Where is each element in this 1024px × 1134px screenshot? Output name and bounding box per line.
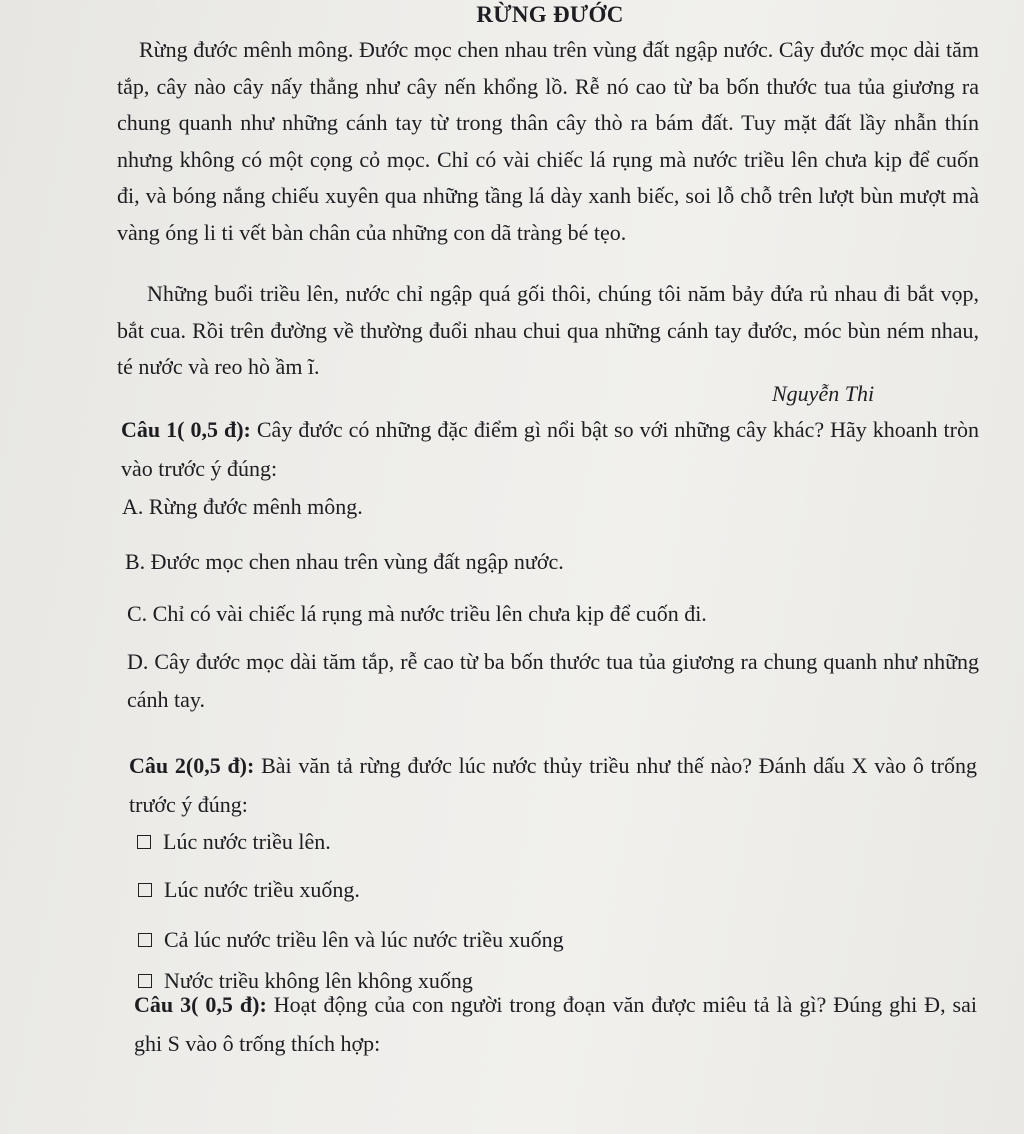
question-1-text: Cây đước có những đặc điểm gì nổi bật so với những cây khác? Hãy khoanh tròn vào trước ý đúng: <box>121 417 980 481</box>
checkbox-icon[interactable] <box>138 933 152 947</box>
question-2-choice-1[interactable] <box>137 824 331 860</box>
question-3-label: Câu 3( 0,5 đ): <box>134 992 267 1017</box>
choice-label: Lúc nước triều lên. <box>163 829 331 854</box>
choice-label: Nước triều không lên không xuống <box>164 968 473 993</box>
choice-label: Lúc nước triều xuống. <box>164 877 360 902</box>
question-1-label: Câu 1( 0,5 đ): <box>121 417 251 442</box>
question-1 <box>121 410 979 488</box>
question-1-option-b[interactable]: B. Đước mọc chen nhau trên vùng đất ngập nước. <box>125 549 564 574</box>
checkbox-icon[interactable] <box>138 883 152 897</box>
question-3-text: Hoạt động của con người trong đoạn văn được miêu tả là gì? Đúng ghi Đ, sai ghi S vào ô trống thích hợp: <box>134 992 977 1056</box>
author-name: Nguyễn Thi <box>772 381 875 406</box>
checkbox-icon[interactable] <box>137 835 151 849</box>
question-2-text: Bài văn tả rừng đước lúc nước thủy triều như thế nào? Đánh dấu X vào ô trống trước ý đúng: <box>129 753 978 817</box>
question-2 <box>129 746 977 824</box>
question-1-option-d[interactable]: D. Cây đước mọc dài tăm tắp, rễ cao từ ba bốn thước tua tủa giương ra chung quanh như những cánh tay. <box>127 649 979 712</box>
passage-paragraph-2: Những buổi triều lên, nước chỉ ngập quá gối thôi, chúng tôi năm bảy đứa rủ nhau đi bắt vọp, bắt cua. Rồi trên đường về thường đuổi nhau chui qua những cánh tay đước, móc bùn ném nhau, té nước và reo hò ầm ĩ. <box>117 281 979 379</box>
question-2-choice-3[interactable] <box>138 922 564 958</box>
question-1-option-a[interactable]: A. Rừng đước mênh mông. <box>122 494 363 519</box>
passage-paragraph-1: Rừng đước mênh mông. Đước mọc chen nhau trên vùng đất ngập nước. Cây đước mọc dài tăm tắp, cây nào cây nấy thẳng như cây nến khổng lồ. Rễ nó cao từ ba bốn thước tua tủa giương ra chung quanh như những cánh tay từ trong thân cây thò ra bám đất. Tuy mặt đất lầy nhẫn thín nhưng không có một cọng cỏ mọc. Chỉ có vài chiếc lá rụng mà nước triều lên chưa kịp để cuốn đi, và bóng nắng chiếu xuyên qua những tầng lá dày xanh biếc, soi lỗ chỗ trên lượt bùn mượt mà vàng óng li ti vết bàn chân của những con dã tràng bé tẹo. <box>117 37 979 245</box>
question-1-option-c[interactable]: C. Chỉ có vài chiếc lá rụng mà nước triều lên chưa kịp để cuốn đi. <box>127 601 707 626</box>
question-2-choice-2[interactable] <box>138 872 360 908</box>
question-2-label: Câu 2(0,5 đ): <box>129 753 255 778</box>
question-3 <box>134 985 977 1063</box>
choice-label: Cả lúc nước triều lên và lúc nước triều xuống <box>164 927 564 952</box>
document-title: RỪNG ĐƯỚC <box>476 2 624 27</box>
